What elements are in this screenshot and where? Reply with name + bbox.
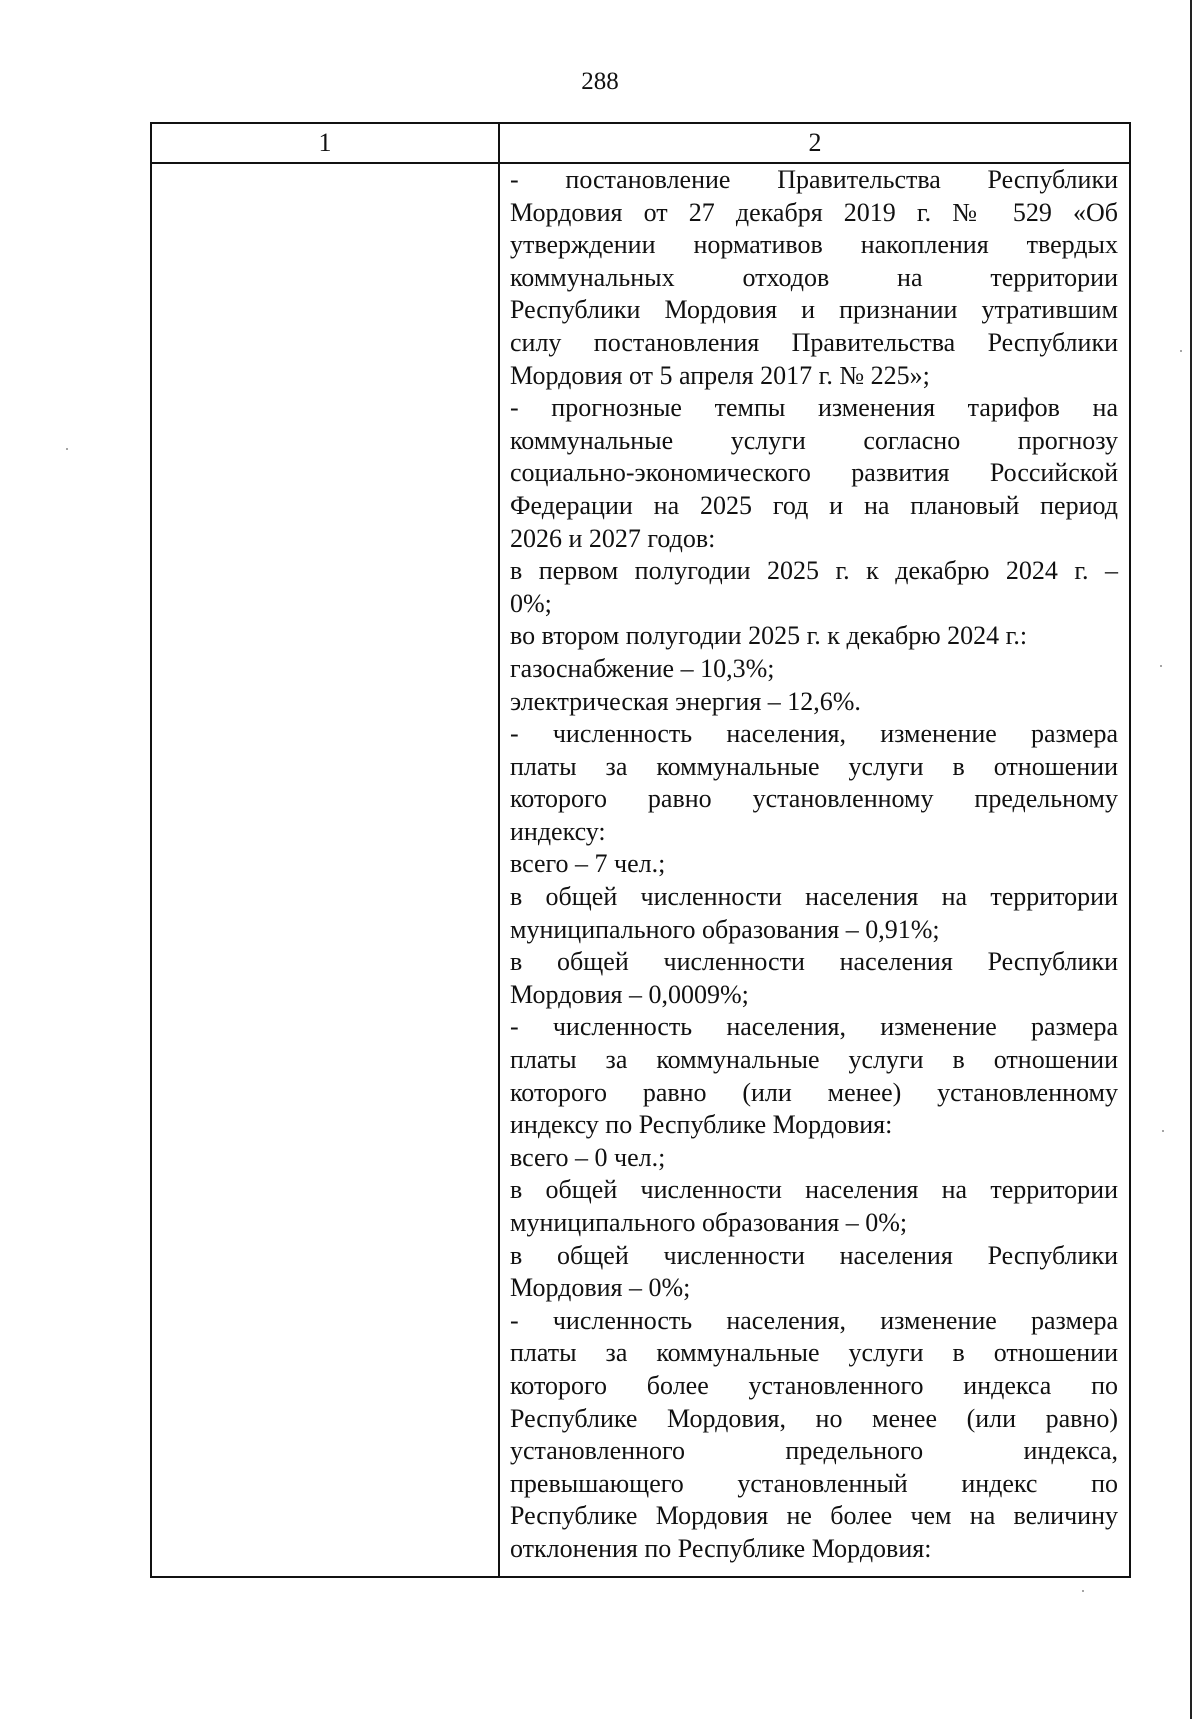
page-number: 288 [581, 68, 619, 95]
scan-speck [1162, 1130, 1164, 1132]
text-line: муниципального образования – 0,91%; [510, 914, 940, 944]
text-line: которого равно (или менее) установленному [510, 1077, 1118, 1107]
text-line: утверждении нормативов накопления твердых [510, 230, 1118, 260]
text-line: коммунальных отходов на территории [510, 262, 1118, 292]
text-line: Республике Мордовия не более чем на величину [510, 1501, 1118, 1531]
table-cell-column-2 [510, 164, 1118, 1566]
text-line: в общей численности населения Республики [510, 1240, 1118, 1270]
text-line: электрическая энергия – 12,6%. [510, 686, 861, 716]
text-line: платы за коммунальные услуги в отношении [510, 1338, 1118, 1368]
column-header-2: 2 [808, 128, 822, 157]
scan-speck [66, 448, 68, 450]
scan-speck [1082, 1590, 1084, 1592]
scan-speck [1160, 665, 1162, 667]
text-line: 2026 и 2027 годов: [510, 523, 716, 553]
scan-page-edge [1190, 0, 1192, 1719]
text-line: коммунальные услуги согласно прогнозу [510, 425, 1118, 455]
text-line: отклонения по Республике Мордовия: [510, 1533, 932, 1563]
text-line: индексу по Республике Мордовия: [510, 1110, 893, 1140]
text-line: силу постановления Правительства Республики [510, 327, 1118, 357]
text-line: муниципального образования – 0%; [510, 1208, 908, 1237]
text-line: всего – 0 чел.; [510, 1142, 666, 1172]
table-header-row [152, 124, 1129, 164]
text-line: Мордовия от 5 апреля 2017 г. № 225»; [510, 360, 930, 390]
text-line: Республике Мордовия, но менее (или равно) [510, 1403, 1118, 1433]
text-line: платы за коммунальные услуги в отношении [510, 1045, 1118, 1075]
text-line: - численность населения, изменение размера [510, 719, 1118, 749]
text-line: в первом полугодии 2025 г. к декабрю 2024 г. – [510, 556, 1118, 586]
text-line: 0%; [510, 588, 552, 618]
text-line: Республики Мордовия и признании утратившим [510, 295, 1118, 325]
text-line: - постановление Правительства Республики [510, 165, 1118, 194]
column-header-1: 1 [318, 128, 332, 157]
text-line: превышающего установленный индекс по [510, 1468, 1118, 1498]
text-line: во втором полугодии 2025 г. к декабрю 2024 г.: [510, 621, 1028, 651]
text-line: платы за коммунальные услуги в отношении [510, 751, 1118, 781]
text-line: Мордовия – 0,0009%; [510, 979, 749, 1009]
text-line: Мордовия – 0%; [510, 1273, 691, 1303]
text-line: Мордовия от 27 декабря 2019 г. № 529 «Об [510, 197, 1118, 227]
text-line: Федерации на 2025 год и на плановый период [510, 490, 1118, 520]
scan-speck [1180, 350, 1182, 352]
text-line: которого более установленного индекса по [510, 1370, 1118, 1400]
text-line: - прогнозные темпы изменения тарифов на [510, 393, 1118, 423]
text-line: - численность населения, изменение размера [510, 1305, 1118, 1335]
text-line: установленного предельного индекса, [510, 1436, 1118, 1466]
text-line: социально-экономического развития Российской [510, 458, 1118, 488]
text-line: в общей численности населения на территории [510, 882, 1118, 912]
document-table [150, 122, 1131, 1578]
column-divider [498, 124, 500, 1576]
text-line: - численность населения, изменение размера [510, 1012, 1118, 1042]
text-line: всего – 7 чел.; [510, 849, 666, 879]
text-line: в общей численности населения Республики [510, 947, 1118, 977]
text-line: индексу: [510, 816, 606, 846]
text-line: газоснабжение – 10,3%; [510, 653, 775, 683]
text-line: в общей численности населения на территории [510, 1175, 1118, 1205]
text-line: которого равно установленному предельному [510, 784, 1118, 814]
